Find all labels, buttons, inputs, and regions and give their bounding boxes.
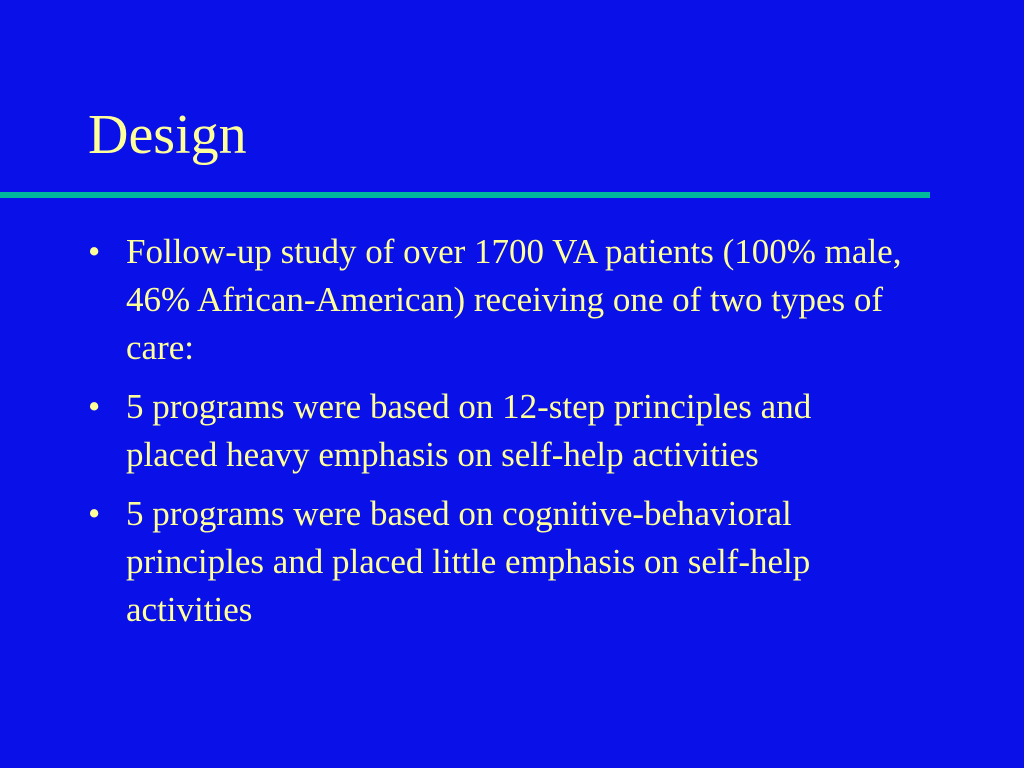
- bullet-dot-icon: •: [88, 387, 101, 426]
- bullet-item: [88, 490, 908, 634]
- bullet-text: 5 programs were based on cognitive-behavioral principles and placed little emphasis on self-help activities: [126, 494, 811, 629]
- bullet-dot-icon: •: [88, 494, 101, 533]
- bullet-item: [88, 228, 908, 372]
- title-divider: [0, 192, 930, 198]
- slide-title: Design: [88, 104, 247, 166]
- bullet-list: [88, 228, 908, 645]
- bullet-text: 5 programs were based on 12-step principles and placed heavy emphasis on self-help activities: [126, 387, 812, 474]
- bullet-text: Follow-up study of over 1700 VA patients (100% male, 46% African-American) receiving one of two types of care:: [126, 232, 902, 367]
- bullet-dot-icon: •: [88, 232, 101, 271]
- bullet-item: [88, 383, 908, 479]
